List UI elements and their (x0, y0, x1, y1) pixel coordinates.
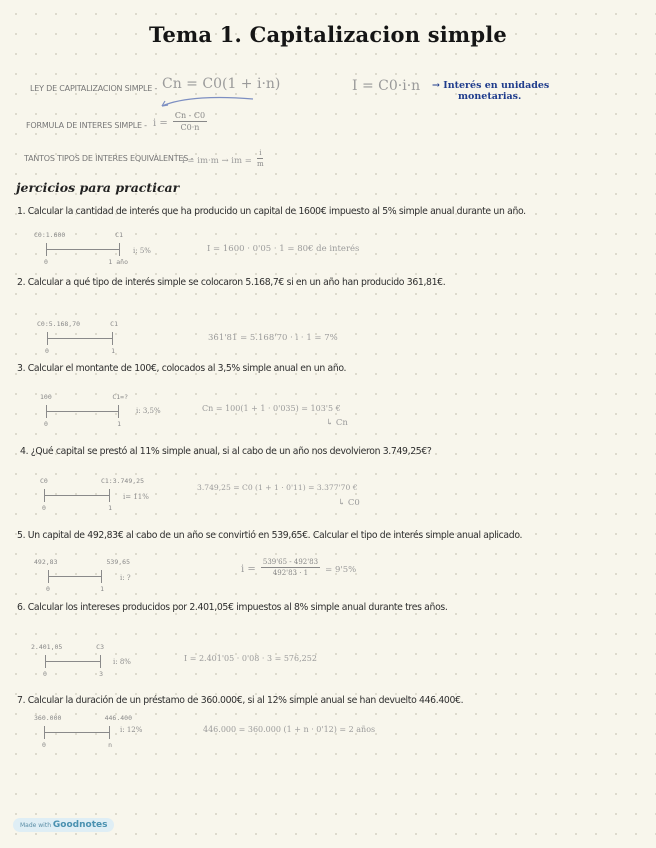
timeline-start-value: 2.401,05 (31, 643, 63, 651)
timeline-start-period: 0 (46, 585, 50, 593)
timeline-start-period: 0 (42, 741, 46, 749)
exercise-work: i = (241, 564, 256, 575)
timeline-start-period: 0 (44, 420, 48, 428)
exercise-work-note: ↳ Cn (326, 418, 348, 428)
timeline-end-period: 1 (117, 420, 121, 428)
ley-label: LEY DE CAPITALIZACION SIMPLE - (30, 84, 158, 93)
equiv-formula-wrap (182, 148, 264, 168)
timeline-start-value: 492,83 (34, 558, 58, 566)
footer-brand: Goodnotes (52, 820, 108, 830)
equiv-num: i (259, 149, 262, 157)
timeline-end-value: C1 (115, 231, 123, 239)
exercise-question: 1. Calcular la cantidad de interés que ha producido un capital de 1600€ impuesto al 5% simple anual durante un año. (17, 206, 526, 217)
timeline-end-value: C1=? (112, 393, 128, 401)
timeline-end-value: C3 (96, 643, 104, 651)
timeline-start-value: 100 (40, 393, 52, 401)
formula-interes (153, 111, 207, 132)
exercise-work: 361'81 = 5.168'70 · i · 1 = 7% (208, 333, 338, 343)
interest-rate: i: ? (120, 574, 131, 582)
formula-den: C0·n (180, 123, 200, 132)
exercises-heading: jercicios para practicar (16, 180, 180, 195)
timeline-start-value: C0:5.168,70 (37, 320, 81, 328)
timeline-start-period: 0 (45, 347, 49, 355)
formula-label: FORMULA DE INTERES SIMPLE - (26, 121, 147, 130)
interest-rate: i: 12% (120, 726, 143, 734)
exercise-question: 7. Calcular la duración de un préstamo de 360.000€, si al 12% simple anual se han devuelto 446.400€. (17, 695, 464, 706)
timeline-end-period: 1 (100, 585, 104, 593)
ley-formula: Cn = C0(1 + i·n) (162, 76, 281, 92)
timeline-start-value: 360.000 (34, 714, 62, 722)
interest-formula: I = C0·i·n (352, 78, 421, 94)
interest-note-line2: monetarias. (458, 91, 522, 102)
timeline-end-period: 1 (108, 504, 112, 512)
page-title: Tema 1. Capitalizacion simple (149, 22, 507, 47)
exercise-work-note: ↳ C0 (338, 498, 360, 508)
exercise-question: 5. Un capital de 492,83€ al cabo de un año se convirtió en 539,65€. Calcular el tipo de interés simple anual aplicado. (17, 530, 523, 541)
underline-curve (158, 94, 258, 108)
exercise-work: Cn = 100(1 + 1 · 0'035) = 103'5 € (202, 404, 341, 413)
exercise-work: 446.000 = 360.000 (1 + n · 0'12) = 2 años (203, 725, 376, 734)
interest-rate: i= 11% (123, 493, 149, 501)
timeline-start-period: 0 (42, 504, 46, 512)
work-den: 492'83 · 1 (272, 569, 309, 577)
equiv-den: m (257, 160, 264, 168)
timeline (34, 558, 130, 593)
exercise-question: 3. Calcular el montante de 100€, colocados al 3,5% simple anual en un año. (17, 363, 347, 374)
equiv-formula: i = im·m → im = (182, 156, 252, 166)
exercise-work: 3.749,25 = C0 (1 + 1 · 0'11) = 3.377'70 € (197, 483, 358, 492)
goodnotes-badge[interactable] (13, 818, 114, 832)
work-result: = 9'5% (325, 565, 357, 575)
timeline (34, 231, 128, 266)
timeline-end-period: 1 (111, 347, 115, 355)
equiv-label: TANTOS TIPOS DE INTERES EQUIVALENTES - (24, 154, 194, 163)
timeline (37, 320, 118, 355)
timeline (31, 643, 104, 678)
timeline-start-period: 0 (43, 670, 47, 678)
formula-fraction (173, 111, 207, 132)
interest-rate: i: 8% (113, 658, 131, 666)
work-fraction (261, 558, 320, 577)
timeline-end-period: 3 (99, 670, 103, 678)
timeline-end-value: C1:3.749,25 (100, 477, 144, 485)
timeline (40, 393, 128, 428)
formula-num: Cn - C0 (174, 111, 206, 120)
timeline-start-value: C0:1.600 (34, 231, 66, 239)
exercise-question: 2. Calcular a qué tipo de interés simple se colocaron 5.168,7€ si en un año han producido 361,81€. (17, 277, 446, 288)
equiv-fraction (257, 149, 264, 168)
timeline-end-value: 539,65 (106, 558, 130, 566)
interest-rate: i: 3,5% (136, 407, 161, 415)
timeline-end-period: 1 año (108, 258, 128, 266)
work-num: 539'65 - 492'83 (262, 558, 319, 566)
timeline-end-value: 446.400 (104, 714, 132, 722)
timeline-end-period: n (108, 741, 112, 749)
exercise-work: I = 1600 · 0'05 · 1 = 80€ de interés (207, 244, 360, 254)
timeline-end-value: C1 (110, 320, 118, 328)
exercise-question: 4. ¿Qué capital se prestó al 11% simple anual, si al cabo de un año nos devolvieron 3.749,25€? (20, 446, 432, 457)
formula-i: i = (153, 118, 168, 129)
exercise-question: 6. Calcular los intereses producidos por 2.401,05€ impuestos al 8% simple anual durante tres años. (17, 602, 448, 613)
exercise-work-fraction (241, 557, 356, 577)
footer-prefix: Made with (20, 822, 51, 829)
interest-note-line1: → Interés en unidades (432, 80, 550, 91)
timeline-start-period: 0 (44, 258, 48, 266)
interest-rate: i: 5% (133, 247, 151, 255)
exercise-work: I = 2.401'05 · 0'08 · 3 = 576,252 (184, 654, 317, 663)
interest-note (432, 80, 549, 102)
timeline-start-value: C0 (40, 477, 48, 485)
